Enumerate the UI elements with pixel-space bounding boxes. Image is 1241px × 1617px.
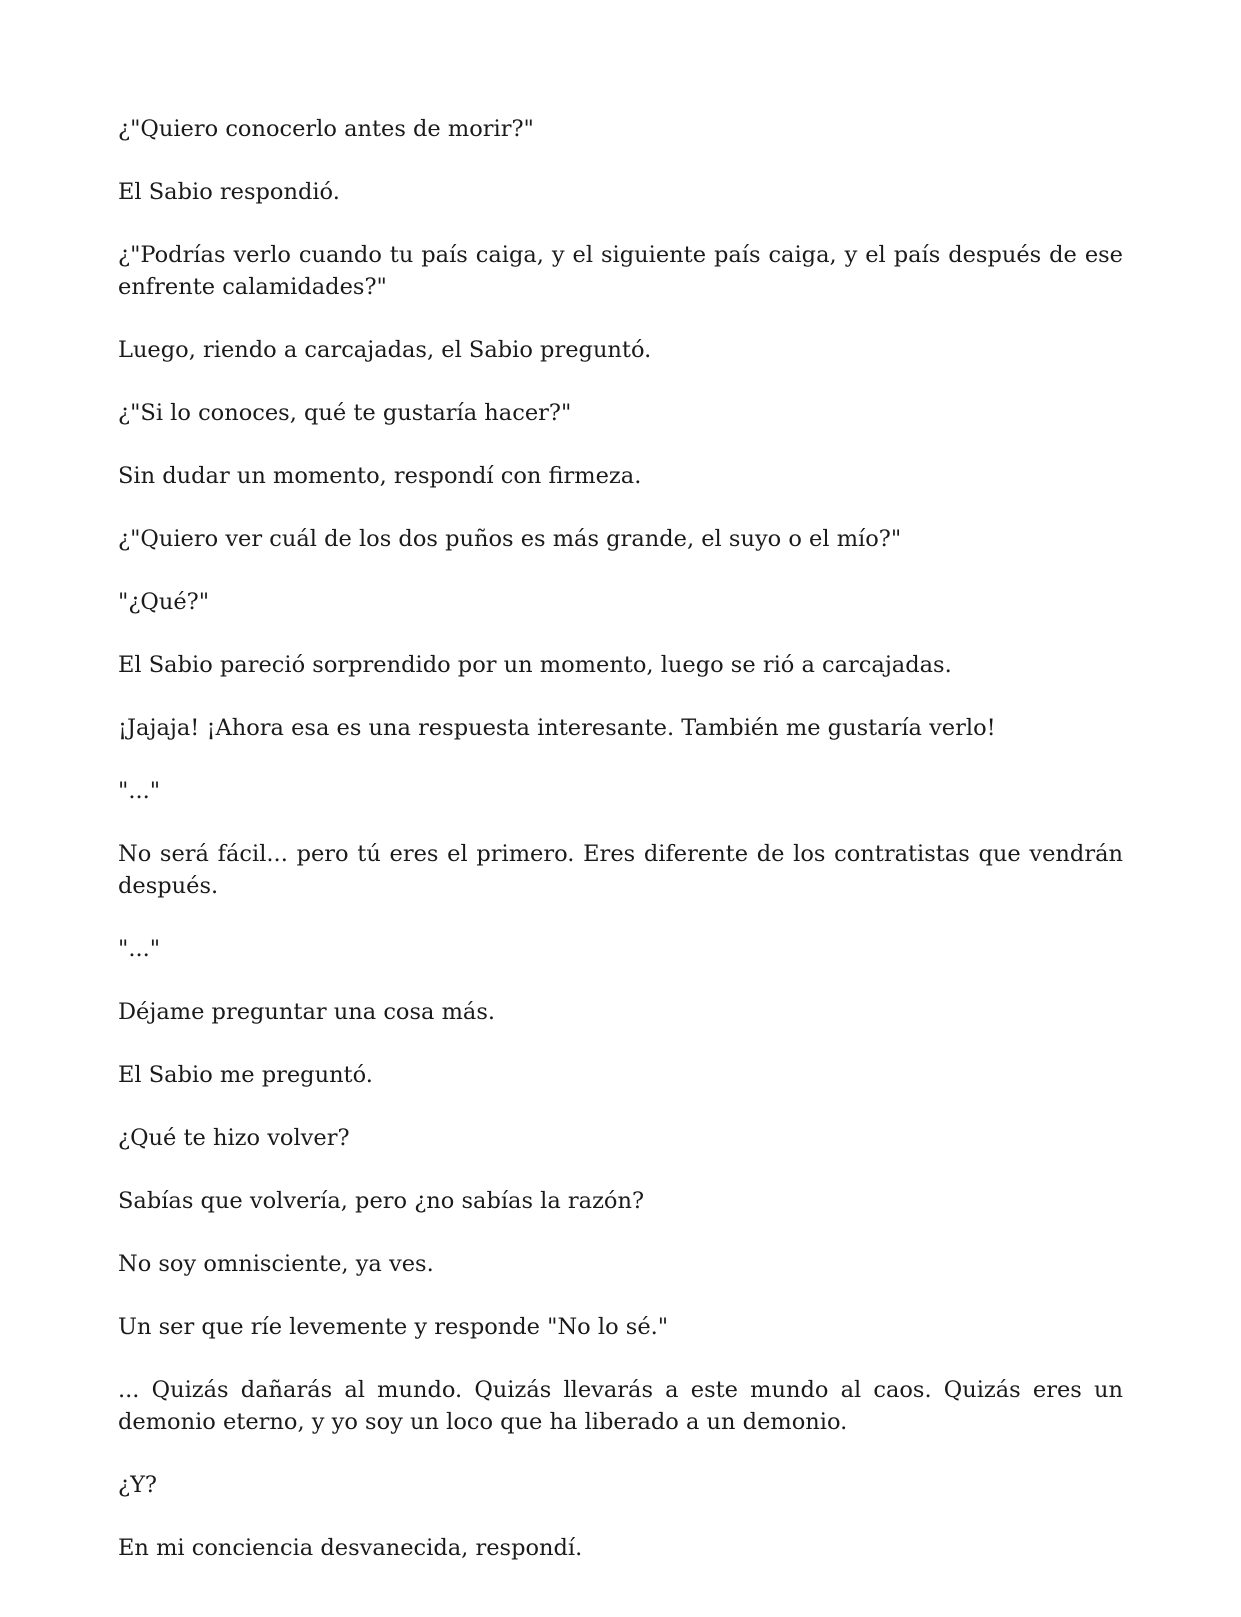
paragraph: ¿"Si lo conoces, qué te gustaría hacer?"	[118, 400, 572, 426]
paragraph: "¿Qué?"	[118, 589, 210, 615]
paragraph: Sin dudar un momento, respondí con firmeza.	[118, 463, 642, 489]
paragraph: El Sabio respondió.	[118, 179, 340, 205]
paragraph: ¿"Podrías verlo cuando tu país caiga, y el siguiente país caiga, y el país después de ese enfrente calamidades?"	[118, 242, 1123, 300]
paragraph: "..."	[118, 936, 161, 962]
paragraph: En mi conciencia desvanecida, respondí.	[118, 1535, 583, 1561]
paragraph: "..."	[118, 778, 161, 804]
paragraph: No soy omnisciente, ya ves.	[118, 1251, 434, 1277]
paragraph: Sabías que volvería, pero ¿no sabías la razón?	[118, 1188, 645, 1214]
paragraph: El Sabio me preguntó.	[118, 1062, 373, 1088]
paragraph: Luego, riendo a carcajadas, el Sabio preguntó.	[118, 337, 652, 363]
paragraph: ¡Jajaja! ¡Ahora esa es una respuesta interesante. También me gustaría verlo!	[118, 715, 996, 741]
document-body	[118, 113, 1123, 1595]
paragraph: ¿"Quiero conocerlo antes de morir?"	[118, 116, 534, 142]
paragraph: Déjame preguntar una cosa más.	[118, 999, 496, 1025]
paragraph: No será fácil... pero tú eres el primero. Eres diferente de los contratistas que vendrán después.	[118, 841, 1123, 899]
paragraph: Un ser que ríe levemente y responde "No lo sé."	[118, 1314, 669, 1340]
paragraph: ¿"Quiero ver cuál de los dos puños es más grande, el suyo o el mío?"	[118, 526, 902, 552]
paragraph: ¿Qué te hizo volver?	[118, 1125, 350, 1151]
paragraph: ... Quizás dañarás al mundo. Quizás llevarás a este mundo al caos. Quizás eres un demonio eterno, y yo soy un loco que ha liberado a un demonio.	[118, 1377, 1123, 1435]
paragraph: El Sabio pareció sorprendido por un momento, luego se rió a carcajadas.	[118, 652, 952, 678]
paragraph: ¿Y?	[118, 1472, 157, 1498]
